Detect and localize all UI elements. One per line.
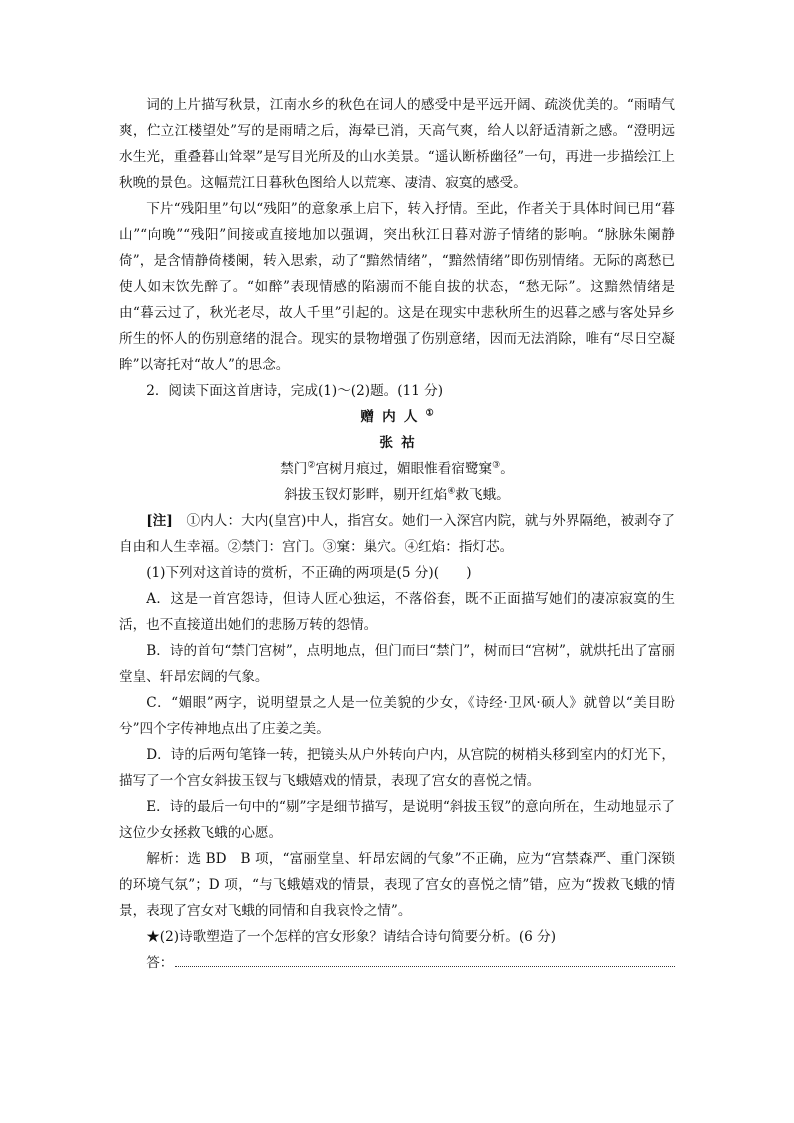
poem-line-1-part-b: 宫树月痕过，媚眼惟看宿鹭窠 — [315, 461, 493, 477]
poem-line-2 — [119, 482, 675, 508]
poem-notes — [119, 508, 675, 560]
sub-question-1-stem: (1)下列对这首诗的赏析，不正确的两项是(5 分)( ) — [146, 565, 472, 581]
poem-title-note-mark: ① — [425, 408, 442, 419]
poem-title-text: 赠内人 — [360, 409, 426, 425]
option-b: B．诗的首句“禁门宫树”，点明地点，但门而曰“禁门”，树而曰“宫树”，就烘托出了富丽堂皇、轩昂宏阔的气象。 — [119, 643, 675, 685]
poem-line-2-part-b: 救飞蛾。 — [455, 487, 510, 503]
answer-blank[interactable] — [175, 952, 675, 967]
poem-line-1-part-c: 。 — [500, 461, 514, 477]
analysis-paragraph-2: 下片“残阳里”句以“残阳”的意象承上启下，转入抒情。至此，作者关于具体时间已用“暮山”“向晚”“残阳”间接或直接地加以强调，突出秋江日暮对游子情绪的影响。“脉脉朱阑静倚”，是含情静倚楼阑，转入思索，动了“黯然情绪”，“黯然情绪”即伤别情绪。无际的离愁已使人如末饮先醉了。“如醉”表现情感的陷溺而不能自拔的状态，“愁无际”。这黯然情绪是由“暮云过了，秋光老尽，故人千里”引起的。这是在现实中悲秋所生的迟暮之感与客处异乡所生的怀人的伤别意绪的混合。现实的景物增强了伤别意绪，因而无法消除，唯有“尽日空凝眸”以寄托对“故人”的思念。 — [119, 201, 675, 373]
question-2-heading: 2．阅读下面这首唐诗，完成(1)～(2)题。(11 分) — [146, 383, 444, 399]
answer-label: 答： — [146, 955, 174, 971]
poem-title — [119, 404, 675, 430]
poem-author: 张祜 — [379, 435, 423, 451]
page-content — [119, 92, 675, 976]
poem-line-1-part-a: 禁门 — [280, 461, 308, 477]
sub-question-2-stem: ★(2)诗歌塑造了一个怎样的宫女形象？请结合诗句简要分析。(6 分) — [146, 929, 557, 945]
poem-line-1 — [119, 456, 675, 482]
option-d: D．诗的后两句笔锋一转，把镜头从户外转向户内，从宫院的树梢头移到室内的灯光下，描写了一个宫女斜拔玉钗与飞蛾嬉戏的情景，表现了宫女的喜悦之情。 — [119, 747, 675, 789]
option-c: C．“媚眼”两字，说明望景之人是一位美貌的少女，《诗经·卫风·硕人》就曾以“美目盼兮”四个字传神地点出了庄姜之美。 — [119, 695, 675, 737]
poem-line-2-note-mark: ④ — [447, 486, 456, 497]
answer-analysis: 解析：选 BD B 项，“富丽堂皇、轩昂宏阔的气象”不正确，应为“宫禁森严、重门深锁的环境气氛”；D 项，“与飞蛾嬉戏的情景，表现了宫女的喜悦之情”错，应为“拨救飞蛾的情景，表现了宫女对飞蛾的同情和自我哀怜之情”。 — [119, 851, 675, 919]
notes-text: ①内人：大内(皇宫)中人，指宫女。她们一入深宫内院，就与外界隔绝，被剥夺了自由和人生幸福。②禁门：宫门。③窠：巢穴。④红焰：指灯芯。 — [119, 513, 675, 555]
poem-line-1-note-mark-2: ③ — [492, 460, 501, 471]
notes-label: [注] — [146, 513, 173, 529]
answer-line — [119, 950, 675, 976]
option-e: E．诗的最后一句中的“剔”字是细节描写，是说明“斜拔玉钗”的意向所在，生动地显示了这位少女拯救飞蛾的心愿。 — [119, 799, 675, 841]
poem-line-2-part-a: 斜拔玉钗灯影畔，剔开红焰 — [284, 487, 448, 503]
option-a: A．这是一首宫怨诗，但诗人匠心独运，不落俗套，既不正面描写她们的凄凉寂寞的生活，也不直接道出她们的悲肠万转的怨情。 — [119, 591, 675, 633]
poem-line-1-note-mark: ② — [307, 460, 316, 471]
analysis-paragraph-1: 词的上片描写秋景，江南水乡的秋色在词人的感受中是平远开阔、疏淡优美的。“雨晴气爽，伫立江楼望处”写的是雨晴之后，海晕已消，天高气爽，给人以舒适清新之感。“澄明远水生光，重叠暮山耸翠”是写目光所及的山水美景。“遥认断桥幽径”一句，再进一步描绘江上秋晚的景色。这幅荒江日暮秋色图给人以荒寒、凄清、寂寞的感受。 — [119, 97, 675, 191]
